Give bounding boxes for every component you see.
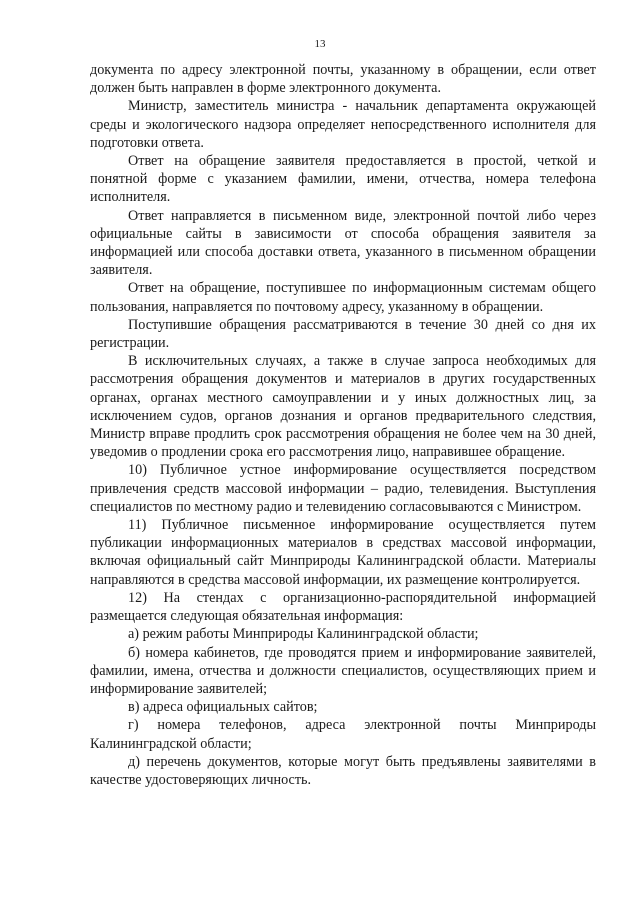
list-item-v: в) адреса официальных сайтов; — [128, 699, 318, 716]
page-number: 13 — [314, 38, 326, 50]
paragraph-answer-form: Ответ на обращение заявителя предоставляется в простой, четкой и понятной форме с указанием фамилии, имени, отчества, номера телефона исполнителя. — [90, 153, 596, 206]
paragraph-review-term: Поступившие обращения рассматриваются в течение 30 дней со дня их регистрации. — [90, 316, 596, 352]
paragraph-executor: Министр, заместитель министра - начальник департамента окружающей среды и экологического надзора определяет непосредственного исполнителя для подготовки ответа. — [90, 98, 596, 151]
paragraph-item-12: 12) На стендах с организационно-распорядительной информацией размещается следующая обязательная информация: — [90, 589, 596, 625]
paragraph-answer-postal: Ответ на обращение, поступившее по информационным системам общего пользования, направляется по почтовому адресу, указанному в обращении. — [90, 280, 596, 315]
paragraph-answer-delivery: Ответ направляется в письменном виде, электронной почтой либо через официальные сайты в зависимости от способа обращения заявителя за информацией или способа доставки ответа, указанного в письменном обращении заявителя. — [90, 207, 596, 279]
list-item-d: д) перечень документов, которые могут быть предъявлены заявителями в качестве удостоверяющих личность. — [90, 753, 596, 788]
document-body — [90, 61, 596, 789]
paragraph-item-10: 10) Публичное устное информирование осуществляется посредством привлечения средств массовой информации – радио, телевидения. Выступления специалистов по местному радио и телевидению согласовываются с Министром. — [90, 462, 596, 515]
list-item-g: г) номера телефонов, адреса электронной почты Минприроды Калининградской области; — [90, 717, 596, 752]
paragraph-term-extension: В исключительных случаях, а также в случае запроса необходимых для рассмотрения обращения документов и материалов в других государственных органах, органах местного самоуправлении и у иных должностных лиц, за исключением судов, органов дознания и органов предварительного следствия, Министр вправе продлить срок рассмотрения обращения не более чем на 30 дней, уведомив о продлении срока его рассмотрения лицо, направившее обращение. — [90, 353, 596, 461]
paragraph-item-11: 11) Публичное письменное информирование осуществляется путем публикации информационных материалов в средствах массовой информации, включая официальный сайт Минприроды Калининградской области. Материалы направляются в средства массовой информации, их размещение контролируется. — [90, 517, 596, 588]
list-item-a: а) режим работы Минприроды Калининградской области; — [128, 626, 479, 643]
paragraph-continuation: документа по адресу электронной почты, указанному в обращении, если ответ должен быть направлен в форме электронного документа. — [90, 62, 596, 97]
list-item-b: б) номера кабинетов, где проводятся прием и информирование заявителей, фамилии, имена, отчества и должности специалистов, осуществляющих прием и информирование заявителей; — [90, 644, 596, 697]
